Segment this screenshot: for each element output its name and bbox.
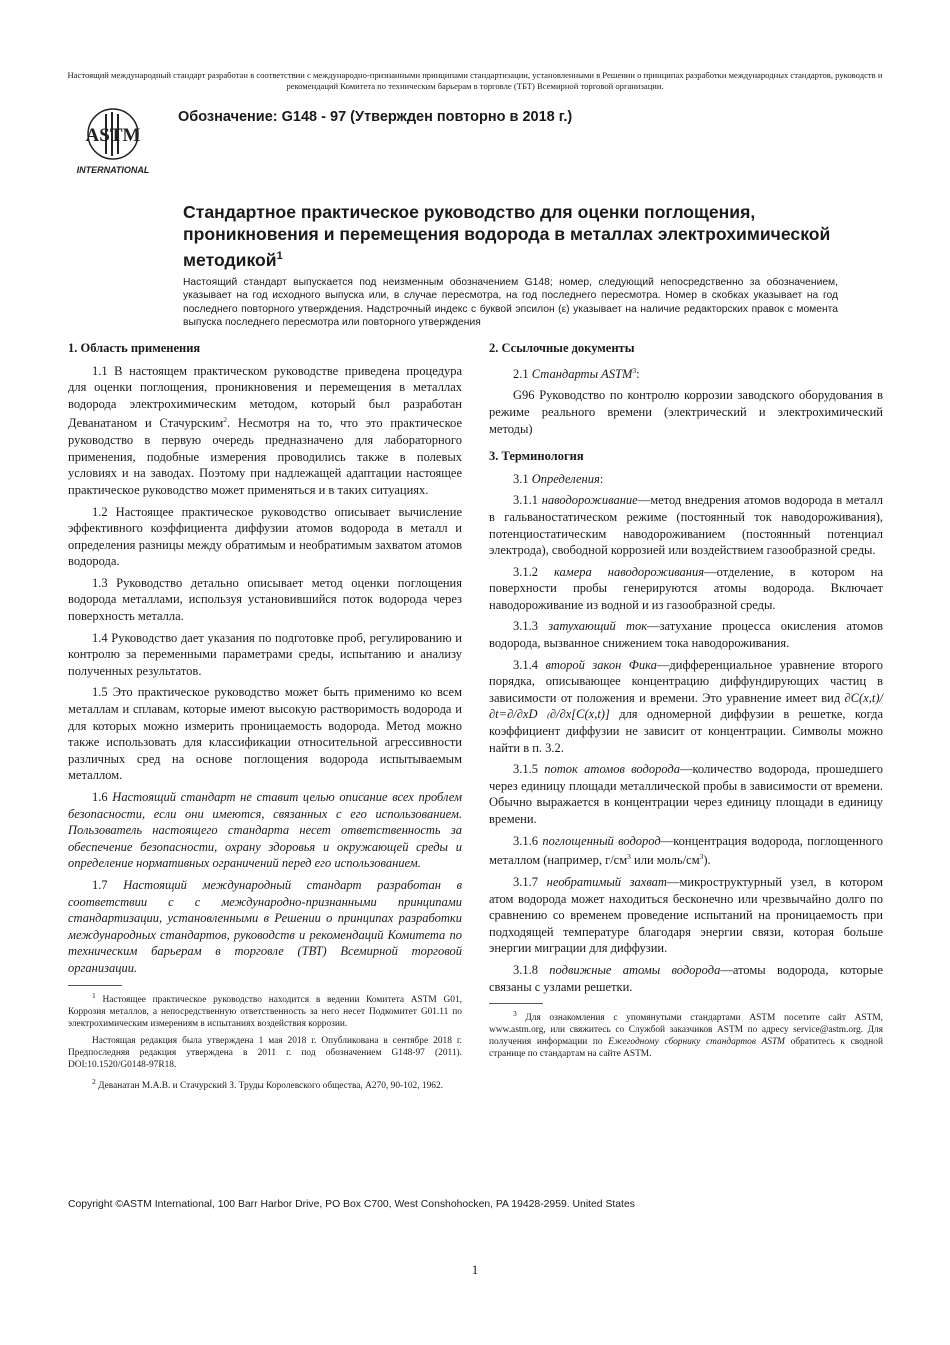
section-3-heading: 3. Терминология: [489, 449, 584, 464]
para-1-4: 1.4 Руководство дает указания по подготовке проб, регулированию и контролю за переменными параметрами среды, испытанию и анализу полученных результатов.: [68, 630, 462, 678]
footnote-3: $^3$ Для ознакомления с упомянутыми стандартами ASTM посетите сайт ASTM, www.astm.org, или свяжитесь со Службой заказчиков ASTM по адресу service@astm.org. Для получения информации по Ежегодному сборнику стандартов ASTM обратитесь к сводной странице по стандартам на сайте ASTM.: [489, 1009, 884, 1060]
para-1-3: 1.3 Руководство детально описывает метод оценки поглощения водорода металлами, используя установившийся поток водорода через поверхность металла.: [68, 575, 462, 624]
astm-logo: [70, 108, 156, 176]
term-3-1-8: 3.1.8 подвижные атомы водорода—атомы водорода, которые связаны с узлами решетки.: [489, 962, 884, 994]
section-2-heading: 2. Ссылочные документы: [489, 341, 635, 355]
term-3-1-2: 3.1.2 камера наводороживания—отделение, в котором на поверхности пробы генерируются атомы водорода. Включает наводороживание из водной и из газообразной среды.: [489, 564, 883, 612]
copyright: Copyright ©ASTM International, 100 Barr Harbor Drive, PO Box C700, West Conshohocken, PA 19428-2959. United States: [68, 1199, 635, 1210]
para-1-7: 1.7 Настоящий международный стандарт разработан в соответствии с с международно-признанными принципами стандартизации, установленными в Решении о принципах разработки международных стандартов, руководств и рекомендаций Комитета по техническим барьерам в торговле (ТВТ) Всемирной торговой организации.: [68, 877, 462, 975]
top-note: Настоящий международный стандарт разработан в соответствии с международно-признанными принципами стандартизации, установленными в Решении о принципах разработки международных стандартов, руководств и рекомендаций Комитета по техническим барьерам в торговле (ТБТ) Всемирной торговой организации.: [67, 70, 883, 91]
page-number: 1: [471, 1262, 479, 1277]
para-1-5: 1.5 Это практическое руководство может быть применимо ко всем металлам и сплавам, которые имеют высокую растворимость водорода и для которых можно измерить проницаемость водорода. Метод можно также использовать для классификации относительной агрессивности различных сред на основе поглощения водорода испытываемым металлом.: [68, 685, 462, 783]
term-3-1-1: 3.1.1 наводороживание—метод внедрения атомов водорода в металл в гальваностатическом режиме (постоянный ток наводороживания), потенциостатическим наводороживанием (постоянный потенциал электрода), свободной коррозией или воздействием газообразной среды.: [489, 493, 883, 558]
term-3-1-3: 3.1.3 затухающий ток—затухание процесса окисления атомов водорода, вызванное снижением тока наводороживания.: [489, 619, 884, 651]
footnote-1-edition: Настоящая редакция была утверждена 1 мая 2018 г. Опубликована в сентябре 2018 г. Предпоследняя редакция утверждена в 2011 г. под обозначением G148-97 (2011). DOI:10.1520/G0148-97R18.: [68, 1035, 462, 1070]
para-3-1: 3.1 Определения:: [513, 471, 604, 486]
para-2-1: 2.1 Стандарты ASTM$^3$:: [513, 365, 640, 381]
term-3-1-4: 3.1.4 второй закон Фика—дифференциальное уравнение второго порядка, описывающее концентрацию диффундирующих частиц в зависимости от положения и времени. Это уравнение имеет вид ∂C(x,t)/∂t=∂/∂xD ₍∂/∂x[C(x,t)] для одномерной диффузии в решетке, когда коэффициент диффузии не зависит от концентрации. Символы можно найти в п. 3.2.: [489, 657, 884, 755]
footnote-ref-3: 3: [632, 365, 637, 375]
title-footnote-ref: 1: [276, 250, 283, 262]
footnote-divider: [489, 1003, 543, 1004]
document-title: [183, 201, 843, 271]
title-text: Стандартное практическое руководство для оценки поглощения, проникновения и перемещения водорода в металлах электрохимической методикой: [183, 202, 831, 270]
section-1-heading: 1. Область применения: [68, 341, 201, 355]
intro-paragraph: Настоящий стандарт выпускается под неизменным обозначением G148; номер, следующий непосредственно за обозначением, указывает на год исходного выпуска или, в случае пересмотра, на год последнего пересмотра. Номер в скобках указывает на год последнего повторного утверждения. Надстрочный индекс с буквой эпсилон (ε) указывает на наличие редакторских правок с момента выпуска последнего пересмотра или повторного утверждения: [183, 277, 838, 328]
term-3-1-6: 3.1.6 поглощенный водород—концентрация водорода, поглощенного металлом (например, $г/см^3$ или моль/$см^3$).: [489, 833, 883, 868]
para-1-1: 1.1 В настоящем практическом руководстве приведена процедура для оценки поглощения, проникновения и перемещения в металлах водорода электрохимическим методом, который был разработан Деванатаном и Стачурским$^2$. Несмотря на то, что это практическое руководство в первую очередь предназначено для лабораторного применения, подобные измерения проводились также в полевых условиях и на заводах. Поэтому при надлежащей адаптации настоящее практическое руководство может применяться и в таких ситуациях.: [68, 363, 462, 497]
para-1-2: 1.2 Настоящее практическое руководство описывает вычисление эффективного коэффициента диффузии атомов водорода в металл и определения разницы между обратимым и необратимым захватом атомов водорода.: [68, 504, 462, 569]
term-3-1-5: 3.1.5 поток атомов водорода—количество водорода, прошедшего через единицу площади металлической пробы в зависимости от времени. Обычно выражается в концентрации через единицу площади в единицу времени.: [489, 762, 883, 826]
fick-formula: ∂C(x,t)/∂t=∂/∂xD ₍∂/∂x[C(x,t)]: [489, 690, 883, 722]
footnote-2: $^2$ Деванатан М.А.В. и Стачурский З. Труды Королевского общества, A270, 90-102, 1962.: [92, 1076, 443, 1091]
footnote-ref-2: 2: [223, 415, 227, 425]
left-column: [68, 340, 462, 1097]
right-column: [489, 340, 883, 1065]
logo-letters: ASTM: [85, 125, 141, 146]
astm-logo-icon: [70, 108, 156, 176]
ref-g96: G96 Руководство по контролю коррозии заводского оборудования в режиме реального времени (электрический и электрохимический методы): [489, 388, 883, 436]
footnote-divider: [68, 985, 122, 986]
term-3-1-7: 3.1.7 необратимый захват—микроструктурный узел, в котором атом водорода может находиться бесконечно или чрезвычайно долго по сравнению со временем проведение испытаний на проницаемость при подходящей температуре благодаря энергии связи, которая больше энергии миграции для диффузии.: [489, 874, 884, 956]
designation: Обозначение: G148 - 97 (Утвержден повторно в 2018 г.): [178, 109, 573, 125]
logo-caption: INTERNATIONAL: [76, 165, 150, 175]
footnote-1: $^1$ Настоящее практическое руководство находится в ведении Комитета ASTM G01, Коррозия металлов, а непосредственную ответственность за него несет Подкомитет G01.11 по электрохимическим измерениям в испытаниях воздействия коррозии.: [68, 990, 462, 1029]
para-1-6: 1.6 Настоящий стандарт не ставит целью описание всех проблем безопасности, если они имеются, связанных с его использованием. Пользователь настоящего стандарта несет ответственность за обеспечение безопасности, охрану здоровья и окружающей среды и определение нормативных ограничений перед его использованием.: [68, 790, 462, 871]
